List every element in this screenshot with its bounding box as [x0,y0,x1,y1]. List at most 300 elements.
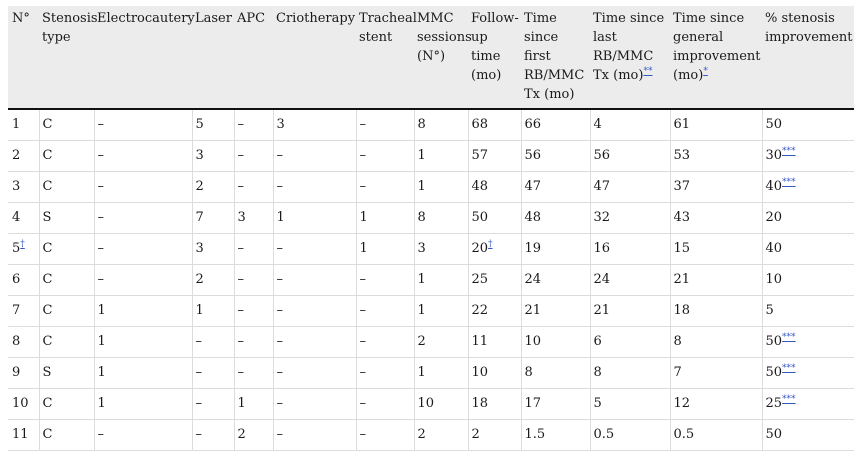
cell-value: – [97,117,104,132]
cell-value: S [42,210,52,225]
cell-value: 8 [593,365,602,380]
table-cell [590,296,670,327]
cell-value: 7 [12,303,21,318]
cell-value: – [359,427,366,442]
table-cell [39,296,94,327]
table-cell [670,141,762,172]
column-header-label: N° [12,11,30,26]
footnote-link[interactable]: *** [782,394,796,405]
column-header-label: Stenosis type [42,11,98,45]
cell-value: 47 [593,179,611,194]
cell-value: – [237,272,244,287]
cell-value: 21 [524,303,542,318]
cell-value: – [237,148,244,163]
table-cell [414,327,468,358]
cell-value: 7 [195,210,204,225]
table-cell [468,234,521,265]
cell-value: – [97,427,104,442]
table-cell [356,265,414,296]
cell-value: 20 [471,241,489,256]
cell-value: – [97,179,104,194]
table-cell [192,296,234,327]
cell-value: 1 [195,303,204,318]
cell-value: 0.5 [673,427,695,442]
table-cell [8,109,39,141]
patient-treatment-table [8,6,854,451]
table-cell [94,234,192,265]
cell-value: 2 [471,427,480,442]
table-cell [39,327,94,358]
table-cell [94,327,192,358]
cell-value: 1 [359,241,368,256]
cell-value: – [237,365,244,380]
column-header-label: Time since general improvement (mo) [673,11,761,83]
table-cell [234,358,273,389]
cell-value: 1 [417,303,426,318]
table-cell [356,203,414,234]
table-cell [521,296,590,327]
table-cell [521,420,590,451]
cell-value: 3 [12,179,21,194]
table-cell [762,389,854,420]
table-cell [590,172,670,203]
table-row [8,172,854,203]
table-cell [192,109,234,141]
cell-value: 8 [417,210,426,225]
table-cell [94,420,192,451]
table-cell [762,420,854,451]
cell-value: – [359,334,366,349]
table-cell [521,389,590,420]
cell-value: 66 [524,117,542,132]
table-cell [234,327,273,358]
cell-value: – [97,210,104,225]
table-cell [273,296,356,327]
cell-value: – [195,365,202,380]
cell-value: 57 [471,148,489,163]
cell-value: – [359,272,366,287]
cell-value: – [276,241,283,256]
table-cell [590,141,670,172]
table-cell [414,389,468,420]
table-cell [590,265,670,296]
table-row [8,203,854,234]
table-cell [234,203,273,234]
table-cell [414,420,468,451]
cell-value: – [359,179,366,194]
cell-value: 8 [417,117,426,132]
table-cell [8,420,39,451]
table-cell [273,172,356,203]
table-row [8,234,854,265]
cell-value: 8 [12,334,21,349]
cell-value: 56 [593,148,611,163]
cell-value: 1 [97,396,106,411]
cell-value: 50 [765,334,783,349]
table-cell [234,265,273,296]
cell-value: – [276,303,283,318]
table-cell [762,358,854,389]
table-cell [468,358,521,389]
table-cell [192,203,234,234]
table-cell [670,420,762,451]
table-cell [670,265,762,296]
column-header [234,6,273,109]
table-row [8,265,854,296]
cell-value: 6 [12,272,21,287]
cell-value: C [42,148,53,163]
cell-value: 2 [417,334,426,349]
cell-value: – [276,148,283,163]
table-cell [468,296,521,327]
cell-value: – [276,334,283,349]
table-cell [39,203,94,234]
column-header [273,6,356,109]
cell-value: – [237,241,244,256]
table-cell [39,420,94,451]
cell-value: 1 [97,334,106,349]
table-header [8,6,854,109]
cell-value: – [237,117,244,132]
cell-value: S [42,365,52,380]
cell-value: 20 [765,210,783,225]
column-header-label: APC [237,11,266,26]
cell-value: 1 [97,303,106,318]
column-header [762,6,854,109]
table-cell [234,296,273,327]
cell-value: 5 [12,241,21,256]
table-cell [234,420,273,451]
table-cell [94,141,192,172]
column-header-label: MMC sessions (N°) [417,11,472,64]
cell-value: 10 [765,272,783,287]
table-row [8,358,854,389]
cell-value: 18 [673,303,691,318]
table-cell [8,234,39,265]
table-cell [468,265,521,296]
table-cell [192,327,234,358]
table-cell [670,358,762,389]
table-cell [39,234,94,265]
column-header-label: Tracheal stent [359,11,417,45]
cell-value: – [195,396,202,411]
table-cell [356,420,414,451]
cell-value: 2 [12,148,21,163]
cell-value: 3 [276,117,285,132]
table-cell [356,389,414,420]
table-cell [762,265,854,296]
cell-value: 18 [471,396,489,411]
table-cell [39,265,94,296]
table-cell [521,327,590,358]
cell-value: 50 [765,365,783,380]
table-cell [192,172,234,203]
footnote-link[interactable]: ** [643,66,653,77]
table-cell [468,109,521,141]
table-cell [94,109,192,141]
table-cell [670,327,762,358]
table-cell [273,327,356,358]
table-cell [234,109,273,141]
table-cell [521,172,590,203]
table-cell [94,172,192,203]
cell-value: 1 [417,365,426,380]
footnote-link[interactable]: *** [782,146,796,157]
table-cell [356,141,414,172]
cell-value: 56 [524,148,542,163]
table-cell [414,296,468,327]
footnote-link[interactable]: * [703,66,708,77]
cell-value: C [42,179,53,194]
cell-value: 2 [195,272,204,287]
table-cell [356,327,414,358]
cell-value: 10 [524,334,542,349]
cell-value: – [359,117,366,132]
table-cell [192,420,234,451]
table-cell [670,389,762,420]
cell-value: 15 [673,241,691,256]
cell-value: – [359,303,366,318]
table-cell [762,141,854,172]
cell-value: 1 [359,210,368,225]
table-cell [670,203,762,234]
cell-value: 3 [417,241,426,256]
table-cell [590,109,670,141]
column-header-label: % stenosis improvement [765,11,853,45]
column-header [94,6,195,109]
cell-value: 4 [12,210,21,225]
cell-value: C [42,334,53,349]
table-cell [192,389,234,420]
column-header-label: Time since first RB/MMC Tx (mo) [524,11,585,102]
table-cell [273,358,356,389]
cell-value: 7 [673,365,682,380]
cell-value: 53 [673,148,691,163]
table-cell [521,203,590,234]
table-cell [414,234,468,265]
cell-value: 10 [471,365,489,380]
table-cell [762,203,854,234]
cell-value: – [97,241,104,256]
column-header [521,6,590,109]
column-header-label: Time since last RB/MMC Tx (mo) [593,11,665,83]
table-cell [273,203,356,234]
cell-value: 40 [765,241,783,256]
table-cell [414,265,468,296]
table-cell [670,172,762,203]
table-cell [590,327,670,358]
table-cell [468,420,521,451]
column-header-label: Criotherapy [276,11,356,26]
table-cell [762,234,854,265]
cell-value: C [42,241,53,256]
column-header [590,6,670,109]
table-cell [356,234,414,265]
cell-value: 21 [593,303,611,318]
cell-value: 3 [237,210,246,225]
table-cell [273,420,356,451]
cell-value: 50 [471,210,489,225]
cell-value: 1 [417,148,426,163]
table-cell [39,172,94,203]
cell-value: 19 [524,241,542,256]
footnote-link[interactable]: † [20,239,25,250]
table-cell [762,296,854,327]
footnote-link[interactable]: *** [782,332,796,343]
cell-value: 4 [593,117,602,132]
cell-value: 2 [417,427,426,442]
table-cell [192,141,234,172]
table-cell [192,358,234,389]
table-cell [521,141,590,172]
cell-value: – [359,365,366,380]
table-container [8,6,854,451]
cell-value: 1 [417,179,426,194]
cell-value: 3 [195,148,204,163]
table-cell [8,327,39,358]
table-cell [94,389,192,420]
cell-value: 10 [12,396,29,411]
cell-value: 10 [417,396,435,411]
table-cell [8,265,39,296]
table-cell [670,234,762,265]
cell-value: C [42,303,53,318]
cell-value: 21 [673,272,691,287]
column-header [356,6,417,109]
cell-value: – [237,334,244,349]
cell-value: 0.5 [593,427,615,442]
cell-value: 8 [524,365,533,380]
table-cell [468,389,521,420]
footnote-link[interactable]: † [488,239,493,250]
table-cell [356,358,414,389]
cell-value: 6 [593,334,602,349]
cell-value: 5 [593,396,602,411]
table-cell [234,141,273,172]
cell-value: 5 [195,117,204,132]
table-cell [94,296,192,327]
column-header-label: Electrocautery [97,11,195,26]
cell-value: 17 [524,396,542,411]
cell-value: 2 [237,427,246,442]
column-header [39,6,98,109]
cell-value: C [42,272,53,287]
table-cell [94,203,192,234]
cell-value: 2 [195,179,204,194]
cell-value: 30 [765,148,783,163]
table-row [8,389,854,420]
cell-value: 9 [12,365,21,380]
table-row [8,141,854,172]
cell-value: 3 [195,241,204,256]
cell-value: 32 [593,210,611,225]
table-cell [39,358,94,389]
cell-value: 1 [276,210,285,225]
table-cell [670,296,762,327]
cell-value: 1 [12,117,21,132]
cell-value: 47 [524,179,542,194]
table-cell [273,109,356,141]
table-cell [8,172,39,203]
cell-value: 11 [12,427,29,442]
table-cell [590,420,670,451]
table-cell [590,203,670,234]
table-cell [762,109,854,141]
column-header [8,6,39,109]
cell-value: 61 [673,117,691,132]
column-header [468,6,521,109]
cell-value: 48 [471,179,489,194]
cell-value: – [276,365,283,380]
column-header-label: Follow-up time (mo) [471,11,519,83]
cell-value: C [42,396,53,411]
cell-value: – [276,272,283,287]
table-cell [234,389,273,420]
cell-value: – [195,427,202,442]
table-cell [590,389,670,420]
table-cell [670,109,762,141]
cell-value: – [359,396,366,411]
table-cell [8,141,39,172]
table-cell [94,265,192,296]
table-cell [356,109,414,141]
table-cell [762,172,854,203]
table-cell [8,389,39,420]
header-row [8,6,854,109]
table-cell [468,141,521,172]
table-cell [39,109,94,141]
table-cell [468,203,521,234]
cell-value: 48 [524,210,542,225]
footnote-link[interactable]: *** [782,177,796,188]
cell-value: – [237,303,244,318]
cell-value: 25 [765,396,783,411]
cell-value: – [237,179,244,194]
table-cell [192,234,234,265]
table-cell [521,109,590,141]
table-cell [8,296,39,327]
table-row [8,420,854,451]
table-cell [414,109,468,141]
table-cell [273,141,356,172]
cell-value: 24 [524,272,542,287]
cell-value: – [276,179,283,194]
table-cell [356,296,414,327]
table-cell [39,389,94,420]
cell-value: 1 [237,396,246,411]
table-cell [521,234,590,265]
table-cell [234,172,273,203]
cell-value: 37 [673,179,691,194]
cell-value: 50 [765,427,783,442]
table-cell [8,358,39,389]
table-row [8,109,854,141]
table-cell [234,234,273,265]
table-cell [414,203,468,234]
cell-value: 50 [765,117,783,132]
table-body [8,109,854,451]
table-cell [468,327,521,358]
table-cell [8,203,39,234]
cell-value: – [97,148,104,163]
cell-value: 8 [673,334,682,349]
footnote-link[interactable]: *** [782,363,796,374]
table-row [8,327,854,358]
table-cell [39,141,94,172]
column-header-label: Laser [195,11,232,26]
cell-value: 16 [593,241,611,256]
cell-value: – [359,148,366,163]
